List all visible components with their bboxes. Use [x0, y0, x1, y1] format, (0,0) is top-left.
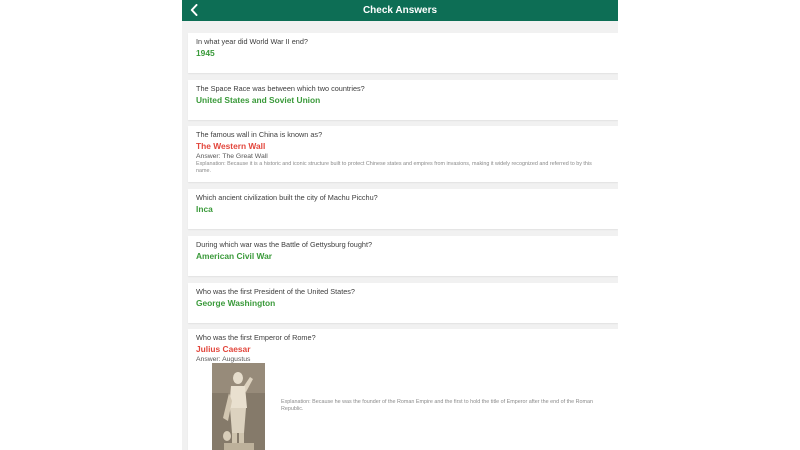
question-text: Who was the first President of the United States?	[196, 287, 355, 296]
question-text: The famous wall in China is known as?	[196, 130, 323, 139]
question-text: Which ancient civilization built the city of Machu Picchu?	[196, 193, 378, 202]
explanation-text: Explanation: Because it is a historic and iconic structure built to protect Chinese states and empires from invasions, making it widely recognized and referred to by this name.	[196, 161, 592, 175]
statue-image	[212, 363, 265, 450]
answer-card	[188, 80, 618, 120]
user-answer-correct: Inca	[196, 204, 213, 214]
correct-answer-text: Answer: The Great Wall	[196, 153, 268, 160]
user-answer-correct: American Civil War	[196, 251, 273, 261]
correct-answer-text: Answer: Augustus	[196, 356, 251, 363]
user-answer-correct: United States and Soviet Union	[196, 95, 321, 105]
answer-card	[188, 329, 618, 450]
explanation-text: Explanation: Because he was the founder of the Roman Empire and the first to hold the title of Emperor after the end of the Roman Republic.	[281, 399, 593, 413]
question-text: Who was the first Emperor of Rome?	[196, 333, 316, 342]
page-title: Check Answers	[362, 5, 438, 16]
user-answer-correct: 1945	[196, 48, 215, 58]
answer-card	[188, 126, 618, 182]
user-answer-correct: George Washington	[196, 298, 276, 308]
question-text: In what year did World War II end?	[196, 37, 308, 46]
answer-card	[188, 283, 618, 323]
user-answer-wrong: The Western Wall	[196, 141, 266, 151]
header-bar	[182, 0, 618, 21]
statue-of-augustus-icon	[212, 363, 265, 450]
answer-card	[188, 33, 618, 73]
user-answer-wrong: Julius Caesar	[196, 344, 251, 354]
question-text: The Space Race was between which two countries?	[196, 84, 365, 93]
app-screen	[182, 0, 618, 450]
answer-card	[188, 189, 618, 229]
question-text: During which war was the Battle of Gettysburg fought?	[196, 240, 373, 249]
answer-card	[188, 236, 618, 276]
